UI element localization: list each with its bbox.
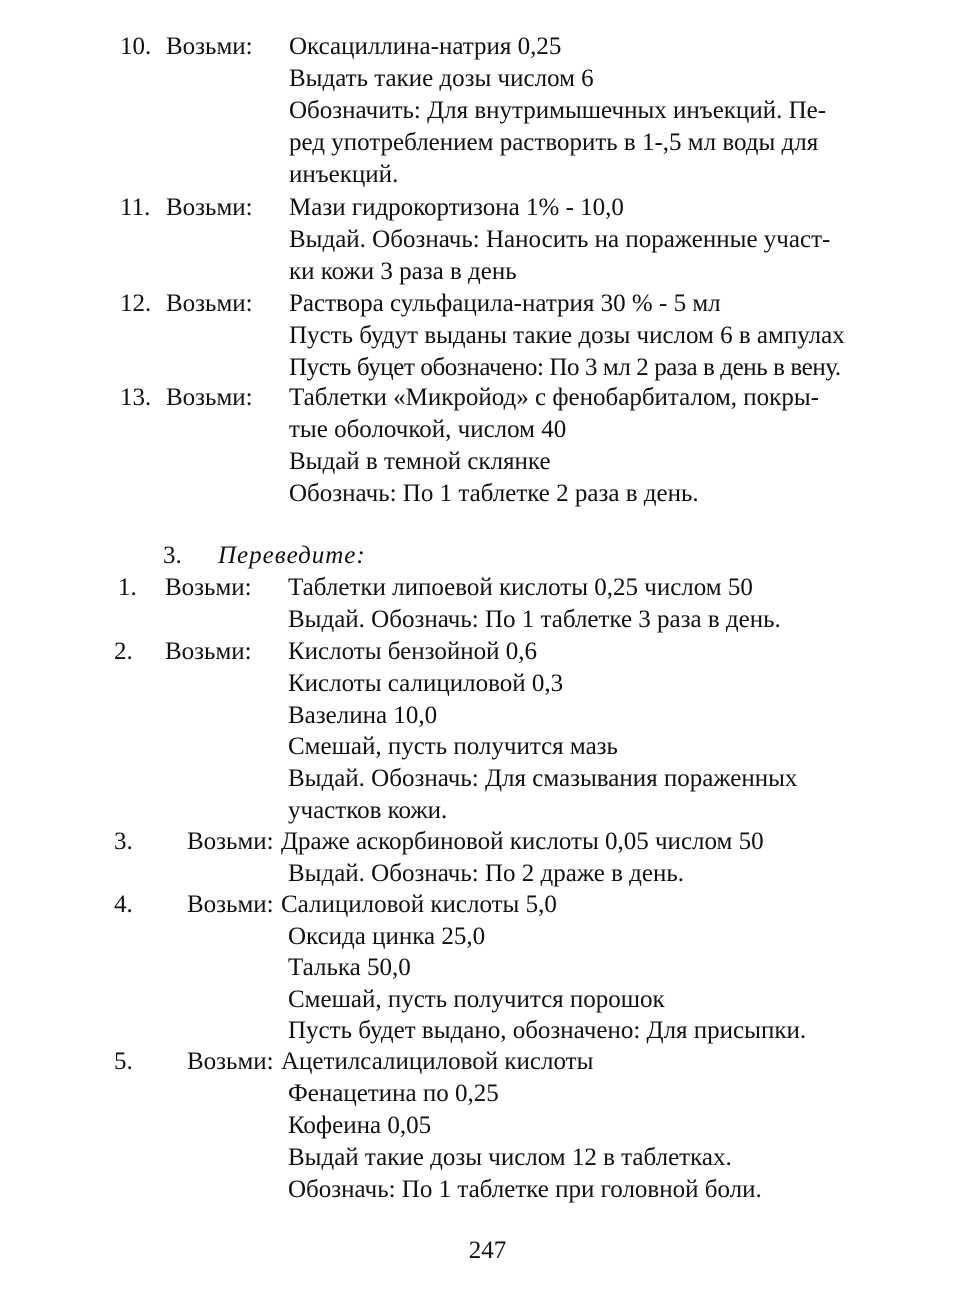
item-number: 11. (120, 194, 151, 221)
item-line: Фенацетина по 0,25 (288, 1080, 499, 1107)
item-verb: Возьми: (166, 290, 253, 317)
item-line: Драже аскорбиновой кислоты 0,05 числом 50 (281, 828, 764, 855)
item-line: Обозначь: По 1 таблетке 2 раза в день. (289, 480, 699, 507)
item-line: Выдай. Обозначь: По 2 драже в день. (288, 860, 685, 887)
item-line: Кофеина 0,05 (288, 1112, 432, 1139)
item-line: Таблетки липоевой кислоты 0,25 числом 50 (288, 574, 753, 601)
item-number: 12. (120, 290, 152, 317)
item-number: 4. (114, 891, 133, 918)
item-verb: Возьми: (165, 574, 252, 601)
item-line: тые оболочкой, числом 40 (289, 416, 567, 443)
item-number: 3. (114, 828, 133, 855)
item-number: 10. (120, 33, 152, 60)
item-line: Обозначить: Для внутримышечных инъекций. Пе- (289, 97, 827, 124)
item-line: Выдай. Обозначь: Наносить на пораженные участ- (289, 226, 831, 253)
item-verb: Возьми: (166, 384, 253, 411)
item-line: инъекций. (289, 161, 399, 188)
item-line: ки кожи 3 раза в день (289, 258, 517, 285)
item-line: Обозначь: По 1 таблетке при головной боли. (288, 1176, 762, 1203)
item-line: Оксациллина-натрия 0,25 (289, 33, 562, 60)
section-number: 3. (163, 542, 182, 569)
item-number: 2. (114, 638, 133, 665)
item-line: Выдай такие дозы числом 12 в таблетках. (288, 1144, 732, 1171)
item-line: Пусть будет выдано, обозначено: Для присыпки. (288, 1017, 807, 1044)
item-line: ред употреблением растворить в 1-,5 мл воды для (289, 129, 819, 156)
item-line: Салициловой кислоты 5,0 (281, 891, 557, 918)
item-line: Талька 50,0 (288, 954, 411, 981)
item-line: Раствора сульфацила-натрия 30 % - 5 мл (289, 290, 721, 317)
item-line: Кислоты бензойной 0,6 (288, 638, 537, 665)
item-line: Таблетки «Микройод» с фенобарбиталом, покры- (289, 384, 819, 411)
item-verb: Возьми: (165, 638, 252, 665)
item-line: Пусть буцет обозначено: По 3 мл 2 раза в день в вену. (289, 354, 841, 381)
item-line: Кислоты салициловой 0,3 (288, 670, 564, 697)
item-line: Выдай в темной склянке (289, 448, 551, 475)
item-line: Пусть будут выданы такие дозы числом 6 в ампулах (289, 322, 845, 349)
item-line: Мази гидрокортизона 1% - 10,0 (289, 194, 624, 221)
item-line: Ацетилсалициловой кислоты (281, 1048, 594, 1075)
item-verb: Возьми: (166, 194, 253, 221)
item-line: Выдать такие дозы числом 6 (289, 65, 594, 92)
item-line: Вазелина 10,0 (288, 702, 438, 729)
item-verb: Возьми: (187, 828, 274, 855)
item-verb: Возьми: (166, 33, 253, 60)
item-line: участков кожи. (288, 797, 448, 824)
item-line: Выдай. Обозначь: По 1 таблетке 3 раза в день. (288, 606, 781, 633)
item-number: 1. (118, 574, 137, 601)
item-verb: Возьми: (187, 1048, 274, 1075)
item-line: Выдай. Обозначь: Для смазывания пораженных (288, 765, 798, 792)
item-line: Смешай, пусть получится порошок (288, 986, 665, 1013)
item-verb: Возьми: (187, 891, 274, 918)
item-number: 5. (114, 1048, 133, 1075)
item-line: Смешай, пусть получится мазь (288, 733, 618, 760)
page-number: 247 (468, 1237, 507, 1264)
section-title: Переведите: (218, 542, 366, 569)
item-line: Оксида цинка 25,0 (288, 923, 486, 950)
item-number: 13. (120, 384, 152, 411)
